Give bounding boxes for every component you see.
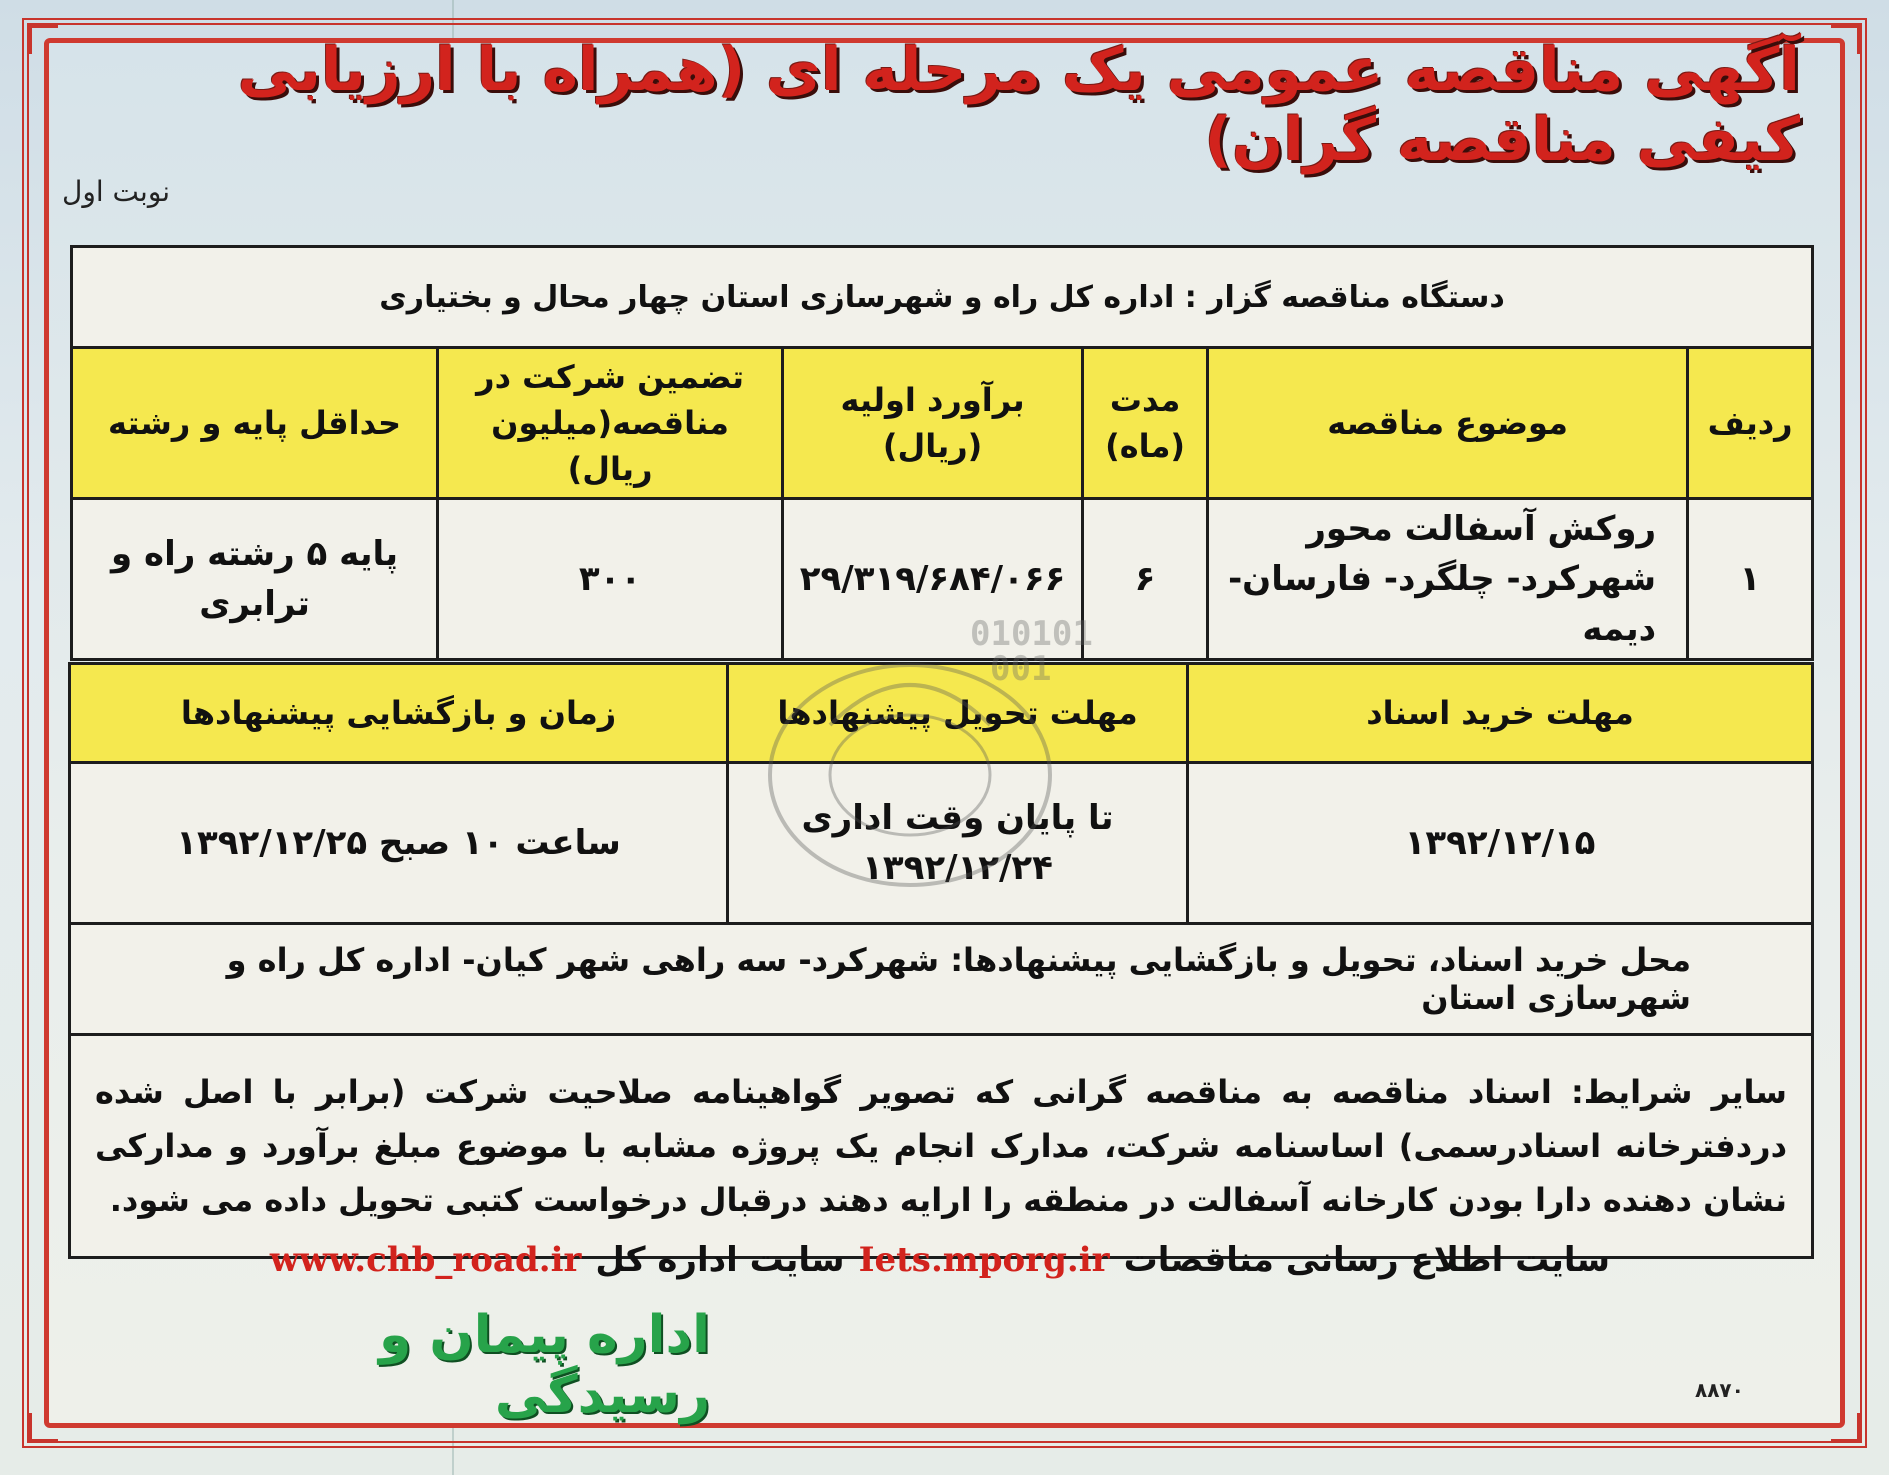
cell-duration: ۶ [1083, 499, 1208, 660]
cell-estimate: ۲۹/۳۱۹/۶۸۴/۰۶۶ [783, 499, 1083, 660]
cell-min-grade: پایه ۵ رشته راه و ترابری [72, 499, 438, 660]
website-line [240, 1230, 1640, 1290]
cell-subject: روکش آسفالت محور شهرکرد- چلگرد- فارسان- دیمه [1208, 499, 1688, 660]
conditions-cell: سایر شرایط: اسناد مناقصه به مناقصه گرانی که تصویر گواهینامه صلاحیت شرکت (برابر با اصل شده دردفترخانه اسنادرسمی) اساسنامه شرکت، مدارک انجام یک پروژه مشابه با موضوع مبلغ برآورد و مدارکی نشان دهنده دارا بودن کارخانه آسفالت در منطقه را ارایه دهند درقبال درخواست کتبی تحویل داده می شود. [70, 1035, 1813, 1258]
agency-row [72, 247, 1813, 348]
cell-guarantee: ۳۰۰ [438, 499, 783, 660]
department-signature: اداره پیمان و رسیدگی [378, 1305, 710, 1425]
agency-cell: دستگاه مناقصه گزار : اداره کل راه و شهرسازی استان چهار محال و بختیاری [72, 247, 1813, 348]
ad-code: ۸۸۷۰ [1695, 1378, 1744, 1402]
location-row [70, 924, 1813, 1035]
table-header-row [72, 348, 1813, 499]
tender-details-table [70, 245, 1814, 661]
schedule-header-row [70, 664, 1813, 763]
header-subject: موضوع مناقصه [1208, 348, 1688, 499]
frame-corner-ornament [1831, 1413, 1861, 1443]
svg-text:010101: 010101 [970, 614, 1093, 654]
header-purchase-deadline: مهلت خرید اسناد [1188, 664, 1813, 763]
header-duration: مدت (ماه) [1083, 348, 1208, 499]
header-row-number: ردیف [1688, 348, 1813, 499]
location-cell: محل خرید اسناد، تحویل و بازگشایی پیشنهادها: شهرکرد- سه راهی شهر کیان- اداره کل راه و شهرسازی استان [70, 924, 1813, 1035]
conditions-row [70, 1035, 1813, 1258]
schedule-value-row [70, 763, 1813, 924]
tender-site-link[interactable]: Iets.mporg.ir [858, 1240, 1110, 1280]
svg-text:001: 001 [990, 649, 1052, 689]
website-middle: سایت اداره کل [595, 1240, 845, 1280]
schedule-table [68, 662, 1814, 1259]
header-delivery-deadline: مهلت تحویل پیشنهادها [728, 664, 1188, 763]
website-prefix: سایت اطلاع رسانی مناقصات [1123, 1240, 1611, 1280]
frame-corner-ornament [28, 24, 58, 54]
table-row [72, 499, 1813, 660]
frame-corner-ornament [1831, 24, 1861, 54]
header-min-grade: حداقل پایه و رشته [72, 348, 438, 499]
header-guarantee: تضمین شرکت در مناقصه(میلیون ریال) [438, 348, 783, 499]
cell-row-number: ۱ [1688, 499, 1813, 660]
cell-delivery-deadline: تا پایان وقت اداری ۱۳۹۲/۱۲/۲۴ [728, 763, 1188, 924]
publication-round: نوبت اول [62, 175, 171, 208]
notice-title: آگهی مناقصه عمومی یک مرحله ای (همراه با ارزیابی کیفی مناقصه گران) [237, 35, 1800, 175]
header-estimate: برآورد اولیه (ریال) [783, 348, 1083, 499]
office-site-link[interactable]: www.chb_road.ir [269, 1240, 582, 1280]
cell-opening-time: ساعت ۱۰ صبح ۱۳۹۲/۱۲/۲۵ [70, 763, 728, 924]
header-opening-time: زمان و بازگشایی پیشنهادها [70, 664, 728, 763]
frame-corner-ornament [28, 1413, 58, 1443]
cell-purchase-deadline: ۱۳۹۲/۱۲/۱۵ [1188, 763, 1813, 924]
